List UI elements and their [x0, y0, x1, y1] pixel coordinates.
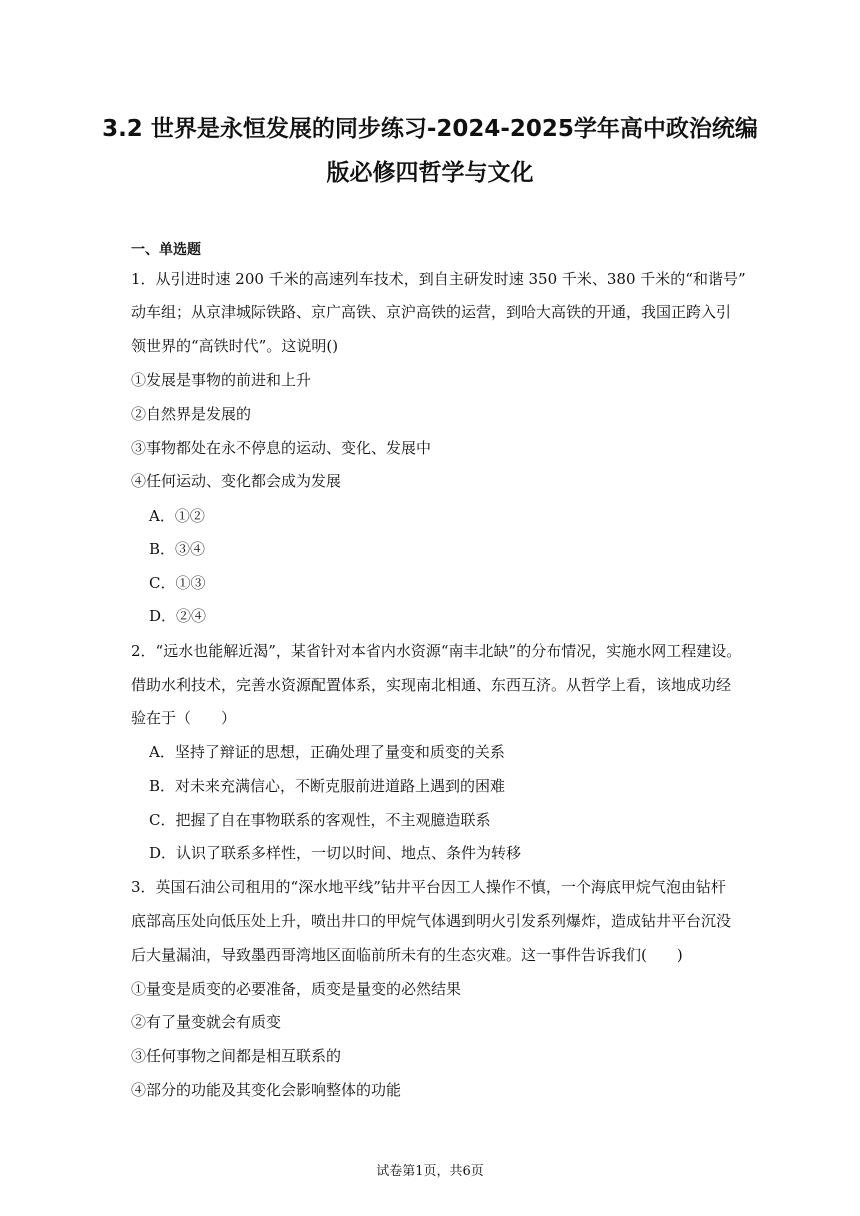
question-2-text-line: 验在于（ ） [131, 709, 237, 727]
title-line-1: 3.2 世界是永恒发展的同步练习-2024-2025学年高中政治统编 [102, 116, 758, 142]
question-1-text-line: 领世界的“高铁时代”。这说明() [131, 337, 339, 355]
question-2-option-c[interactable]: C．把握了自在事物联系的客观性，不主观臆造联系 [149, 811, 491, 829]
question-3-text-line: 底部高压处向低压处上升，喷出井口的甲烷气体遇到明火引发系列爆炸，造成钻井平台沉没 [131, 912, 732, 930]
question-1-option-a[interactable]: A．①② [149, 507, 205, 525]
question-3-text-line: 3．英国石油公司租用的“深水地平线”钻井平台因工人操作不慎，一个海底甲烷气泡由钻杆 [131, 878, 726, 896]
question-1-option-c[interactable]: C．①③ [149, 574, 206, 592]
question-1-statement: ①发展是事物的前进和上升 [131, 371, 312, 389]
question-1-statement: ③事物都处在永不停息的运动、变化、发展中 [131, 439, 432, 457]
question-2-text-line: 借助水利技术，完善水资源配置体系，实现南北相通、东西互济。从哲学上看，该地成功经 [131, 676, 732, 694]
question-1-option-b[interactable]: B．③④ [149, 540, 206, 558]
question-3-text-line: 后大量漏油，导致墨西哥湾地区面临前所未有的生态灾难。这一事件告诉我们( ) [131, 946, 683, 964]
question-3-statement: ②有了量变就会有质变 [131, 1013, 282, 1031]
question-2-option-b[interactable]: B．对未来充满信心，不断克服前进道路上遇到的困难 [149, 777, 506, 795]
question-2-option-a[interactable]: A．坚持了辩证的思想，正确处理了量变和质变的关系 [149, 743, 505, 761]
question-1-statement: ②自然界是发展的 [131, 405, 252, 423]
question-2-text-line: 2．“远水也能解近渴”，某省针对本省内水资源“南丰北缺”的分布情况，实施水网工程建设。 [131, 642, 742, 660]
question-1-text-line: 1．从引进时速 200 千米的高速列车技术，到自主研发时速 350 千米、380 千米的“和谐号” [131, 270, 746, 288]
question-1-option-d[interactable]: D．②④ [149, 607, 207, 625]
question-3-statement: ④部分的功能及其变化会影响整体的功能 [131, 1081, 402, 1099]
question-1-statement: ④任何运动、变化都会成为发展 [131, 472, 342, 490]
section-heading: 一、单选题 [131, 242, 201, 258]
question-2-option-d[interactable]: D．认识了联系多样性，一切以时间、地点、条件为转移 [149, 844, 522, 862]
question-3-statement: ①量变是质变的必要准备，质变是量变的必然结果 [131, 980, 462, 998]
question-1-text-line: 动车组；从京津城际铁路、京广高铁、京沪高铁的运营，到哈大高铁的开通，我国正跨入引 [131, 303, 732, 321]
title-line-2: 版必修四哲学与文化 [326, 160, 534, 186]
page-footer: 试卷第1页，共6页 [376, 1164, 484, 1179]
question-3-statement: ③任何事物之间都是相互联系的 [131, 1047, 342, 1065]
